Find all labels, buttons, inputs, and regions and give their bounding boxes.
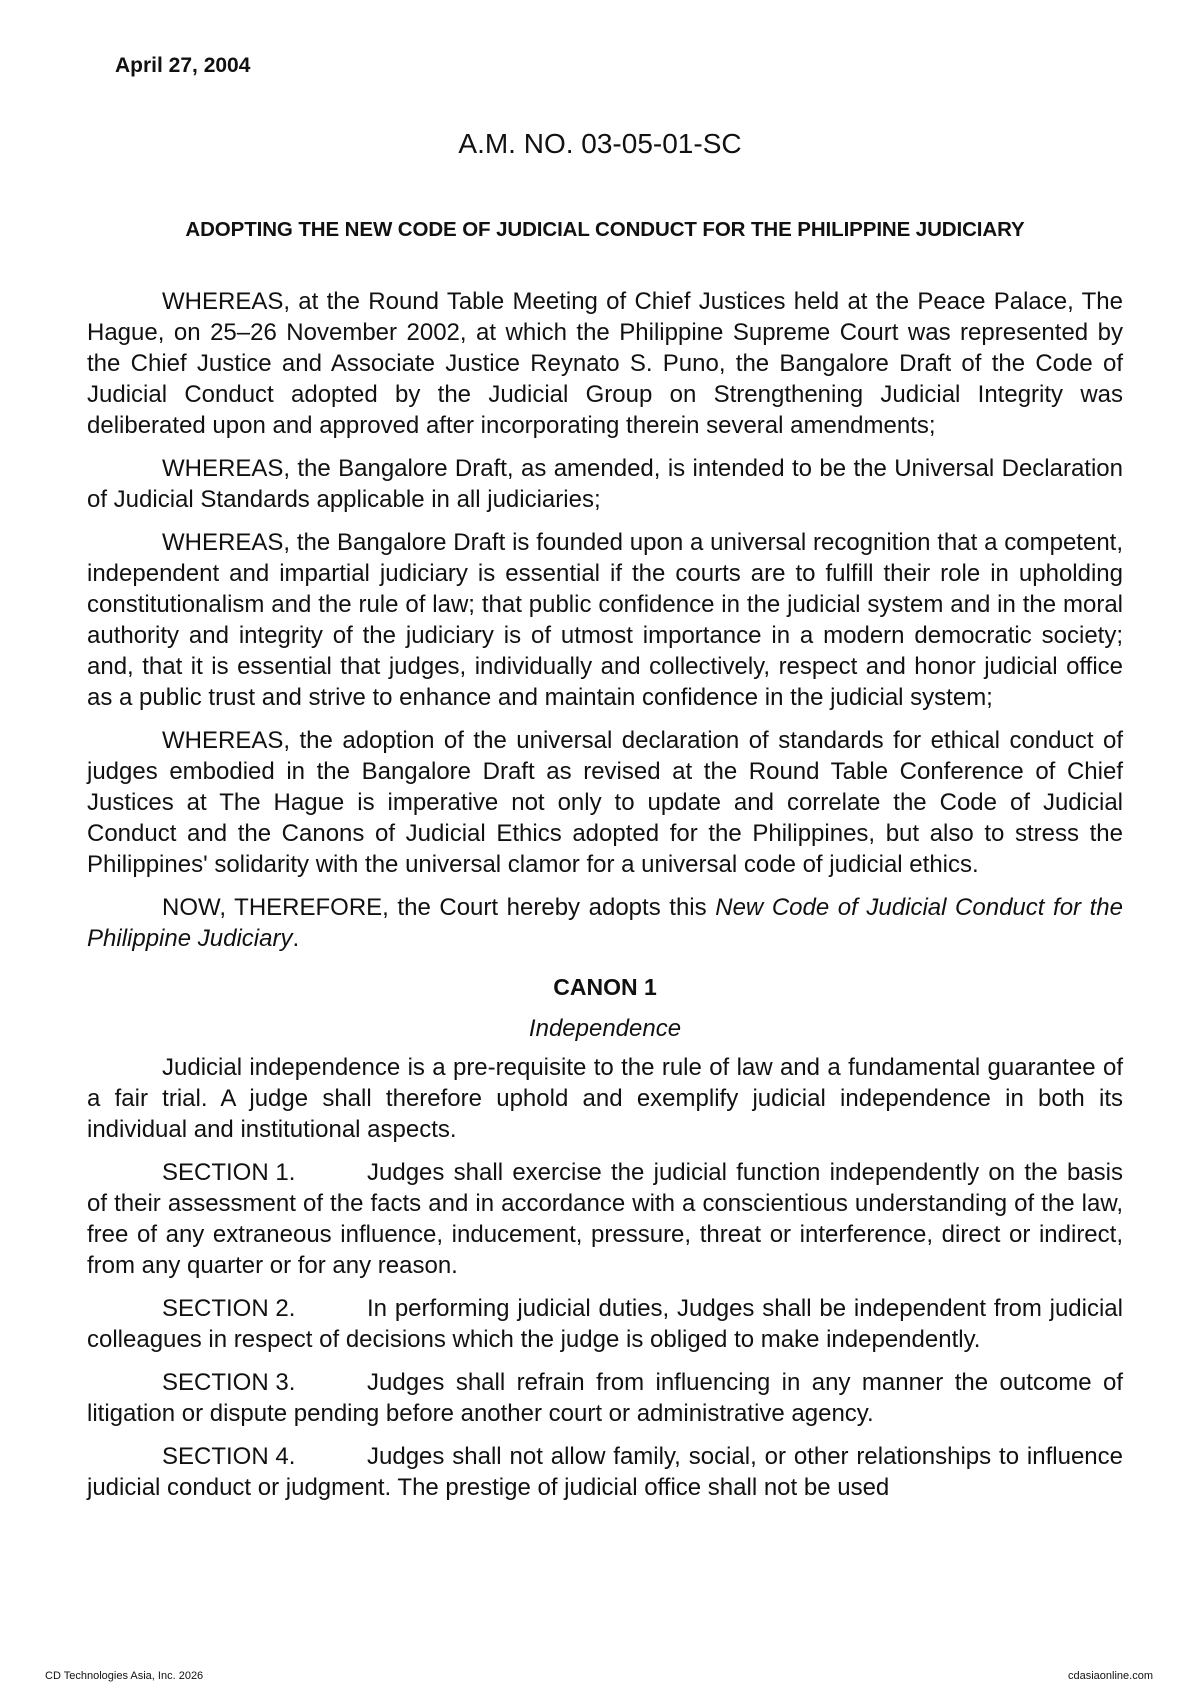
whereas-clause-4: WHEREAS, the adoption of the universal declaration of standards for ethical conduct of judges embodied in the Bangalore Draft as revised at the Round Table Conference of Chief Justices at The Hague is imperative not only to update and correlate the Code of Judicial Conduct and the Canons of Judicial Ethics adopted for the Philippines, but also to stress the Philippines' solidarity with the universal clamor for a universal code of judicial ethics. <box>87 727 1123 878</box>
section-label: SECTION 3. <box>162 1369 296 1396</box>
canon-intro: Judicial independence is a pre-requisite to the rule of law and a fundamental guarantee of a fair trial. A judge shall therefore uphold and exemplify judicial independence in both its individual and institutional aspects. <box>87 1054 1123 1143</box>
section-text: Judges shall exercise the judicial function independently on the basis of their assessment of the facts and in accordance with a conscientious understanding of the law, free of any extraneous influence, inducement, pressure, threat or interference, direct or indirect, from any quarter or for any reason. <box>87 1159 1123 1279</box>
section-text: Judges shall refrain from influencing in any manner the outcome of litigation or dispute pending before another court or administrative agency. <box>87 1369 1123 1427</box>
now-therefore-text: NOW, THEREFORE, the Court hereby adopts this <box>162 894 716 921</box>
canon-subtitle: Independence <box>528 1015 682 1042</box>
footer-website: cdasiaonline.com <box>1068 1670 1153 1682</box>
section-4 <box>87 1441 1123 1503</box>
section-text: In performing judicial duties, Judges shall be independent from judicial colleagues in respect of decisions which the judge is obliged to make independently. <box>87 1295 1123 1353</box>
section-label: SECTION 2. <box>162 1295 296 1322</box>
section-text: Judges shall not allow family, social, or other relationships to influence judicial conduct or judgment. The prestige of judicial office shall not be used <box>87 1443 1123 1501</box>
section-2 <box>87 1293 1123 1355</box>
whereas-clause-3: WHEREAS, the Bangalore Draft is founded upon a universal recognition that a competent, independent and impartial judiciary is essential if the courts are to fulfill their role in upholding constitutionalism and the rule of law; that public confidence in the judicial system and in the moral authority and integrity of the judiciary is of utmost importance in a modern democratic society; and, that it is essential that judges, individually and collectively, respect and honor judicial office as a public trust and strive to enhance and maintain confidence in the judicial system; <box>87 529 1123 711</box>
document-title: ADOPTING THE NEW CODE OF JUDICIAL CONDUCT FOR THE PHILIPPINE JUDICIARY <box>185 218 1025 241</box>
document-date: April 27, 2004 <box>115 54 251 77</box>
whereas-clause-1: WHEREAS, at the Round Table Meeting of Chief Justices held at the Peace Palace, The Hague, on 25–26 November 2002, at which the Philippine Supreme Court was represented by the Chief Justice and Associate Justice Reynato S. Puno, the Bangalore Draft of the Code of Judicial Conduct adopted by the Judicial Group on Strengthening Judicial Integrity was deliberated upon and approved after incorporating therein several amendments; <box>87 288 1123 439</box>
section-3 <box>87 1367 1123 1429</box>
now-therefore-end: . <box>292 925 300 952</box>
code-name: New Code of Judicial Conduct for the Philippine Judiciary <box>87 894 1123 952</box>
canon-heading: CANON 1 <box>553 974 657 1000</box>
footer-copyright: CD Technologies Asia, Inc. 2026 <box>45 1670 204 1682</box>
section-label: SECTION 1. <box>162 1159 296 1186</box>
now-therefore-clause <box>87 892 1123 954</box>
administrative-matter-number: A.M. NO. 03-05-01-SC <box>458 128 742 159</box>
section-1 <box>87 1157 1123 1281</box>
document-body <box>87 286 1123 1515</box>
whereas-clause-2: WHEREAS, the Bangalore Draft, as amended, is intended to be the Universal Declaration of Judicial Standards applicable in all judiciaries; <box>87 455 1123 513</box>
section-label: SECTION 4. <box>162 1443 296 1470</box>
